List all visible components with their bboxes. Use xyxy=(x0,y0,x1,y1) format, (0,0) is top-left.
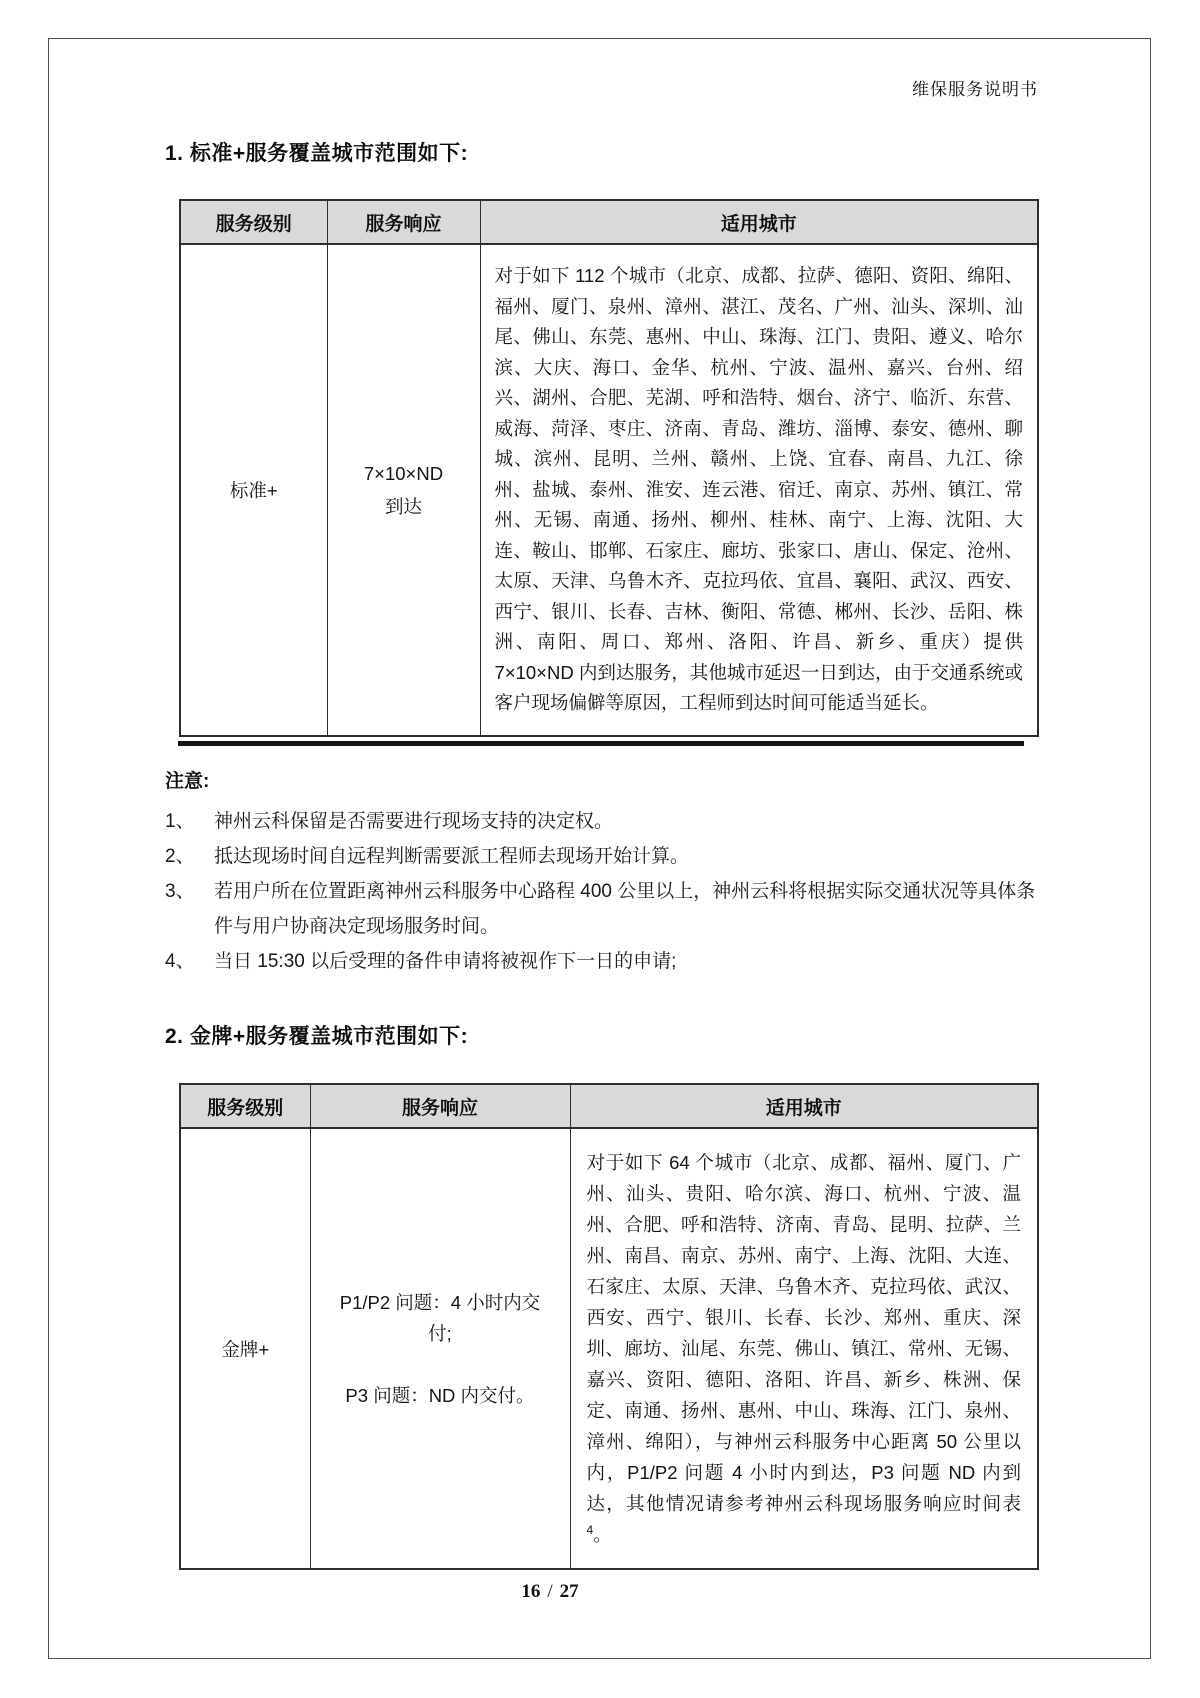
note-number: 4、 xyxy=(165,951,195,972)
response-line-2: 到达 xyxy=(384,495,422,517)
document-header-title: 维保服务说明书 xyxy=(912,80,1038,99)
applicable-cities-cell xyxy=(570,1128,1038,1569)
applicable-cities-cell xyxy=(480,244,1038,736)
section-divider-rule xyxy=(178,741,1024,746)
response-line-1: 7×10×ND xyxy=(363,462,444,484)
response-paragraph-gap xyxy=(337,1349,544,1380)
table-row xyxy=(180,1128,1038,1569)
column-header-service-level: 服务级别 xyxy=(180,200,327,244)
cities-text: 对于如下 64 个城市（北京、成都、福州、厦门、广州、汕头、贵阳、哈尔滨、海口、杭州、宁波、温州、合肥、呼和浩特、济南、青岛、昆明、拉萨、兰州、南昌、南京、苏州、南宁、上海、沈阳、大连、石家庄、太原、天津、乌鲁木齐、克拉玛依、武汉、西安、西宁、银川、长春、长沙、郑州、重庆、深圳、廊坊、汕尾、东莞、佛山、镇江、常州、无锡、嘉兴、资阳、德阳、洛阳、许昌、新乡、株洲、保定、南通、扬州、惠州、中山、珠海、江门、泉州、漳州、绵阳），与神州云科服务中心距离 50 公里以内，P1/P2 问题 4 小时内到达，P3 问题 ND 内到达，其他情况请参考神州云科现场服务响应时间表 xyxy=(586,1152,1021,1514)
note-item-3 xyxy=(165,874,1041,944)
service-response-cell xyxy=(327,244,480,736)
page-total: 27 xyxy=(559,1581,579,1602)
note-text: 抵达现场时间自远程判断需要派工程师去现场开始计算。 xyxy=(214,846,690,867)
notes-title: 注意: xyxy=(165,771,210,792)
notes-list xyxy=(165,804,1041,979)
column-header-applicable-cities: 适用城市 xyxy=(570,1084,1038,1128)
note-text: 若用户所在位置距离神州云科服务中心路程 400 公里以上，神州云科将根据实际交通状况等具体条件与用户协商决定现场服务时间。 xyxy=(214,881,1036,937)
note-text: 神州云科保留是否需要进行现场支持的决定权。 xyxy=(214,811,614,832)
page-separator: / xyxy=(547,1581,553,1602)
note-item-2 xyxy=(165,839,1041,874)
note-number: 2、 xyxy=(165,846,195,867)
table-row xyxy=(180,244,1038,736)
gold-service-table xyxy=(179,1083,1039,1570)
note-number: 1、 xyxy=(165,811,195,832)
standard-service-table xyxy=(179,199,1039,737)
column-header-service-response: 服务响应 xyxy=(327,200,480,244)
cities-text-end: 。 xyxy=(593,1524,612,1545)
service-level-cell: 金牌+ xyxy=(180,1128,310,1569)
section-2-heading: 2. 金牌+服务覆盖城市范围如下: xyxy=(165,1025,469,1048)
page-footer xyxy=(0,1581,1100,1603)
note-number: 3、 xyxy=(165,881,195,902)
table-header-row xyxy=(180,1084,1038,1128)
section-1-heading: 1. 标准+服务覆盖城市范围如下: xyxy=(165,142,469,165)
column-header-service-response: 服务响应 xyxy=(310,1084,570,1128)
column-header-service-level: 服务级别 xyxy=(180,1084,310,1128)
footnote-reference-4: 4 xyxy=(586,1522,594,1537)
note-text: 当日 15:30 以后受理的备件申请将被视作下一日的申请; xyxy=(214,951,677,972)
response-p3: P3 问题：ND 内交付。 xyxy=(345,1384,535,1406)
service-level-cell: 标准+ xyxy=(180,244,327,736)
page-number: 16 xyxy=(521,1581,541,1602)
note-item-1 xyxy=(165,804,1041,839)
response-p1p2: P1/P2 问题：4 小时内交付; xyxy=(339,1291,541,1344)
cities-text: 对于如下 112 个城市（北京、成都、拉萨、德阳、资阳、绵阳、福州、厦门、泉州、漳州、湛江、茂名、广州、汕头、深圳、汕尾、佛山、东莞、惠州、中山、珠海、江门、贵阳、遵义、哈尔滨、大庆、海口、金华、杭州、宁波、温州、嘉兴、台州、绍兴、湖州、合肥、芜湖、呼和浩特、烟台、济宁、临沂、东营、威海、菏泽、枣庄、济南、青岛、潍坊、淄博、泰安、德州、聊城、滨州、昆明、兰州、赣州、上饶、宜春、南昌、九江、徐州、盐城、泰州、淮安、连云港、宿迁、南京、苏州、镇江、常州、无锡、南通、扬州、柳州、桂林、南宁、上海、沈阳、大连、鞍山、邯郸、石家庄、廊坊、张家口、唐山、保定、沧州、太原、天津、乌鲁木齐、克拉玛依、宜昌、襄阳、武汉、西安、西宁、银川、长春、吉林、衡阳、常德、郴州、长沙、岳阳、株洲、南阳、周口、郑州、洛阳、许昌、新乡、重庆）提供 7×10×ND 内到达服务，其他城市延迟一日到达，由于交通系统或客户现场偏僻等原因，工程师到达时间可能适当延长。 xyxy=(494,265,1023,713)
note-item-4 xyxy=(165,944,1041,979)
service-response-cell xyxy=(310,1128,570,1569)
column-header-applicable-cities: 适用城市 xyxy=(480,200,1038,244)
table-header-row xyxy=(180,200,1038,244)
